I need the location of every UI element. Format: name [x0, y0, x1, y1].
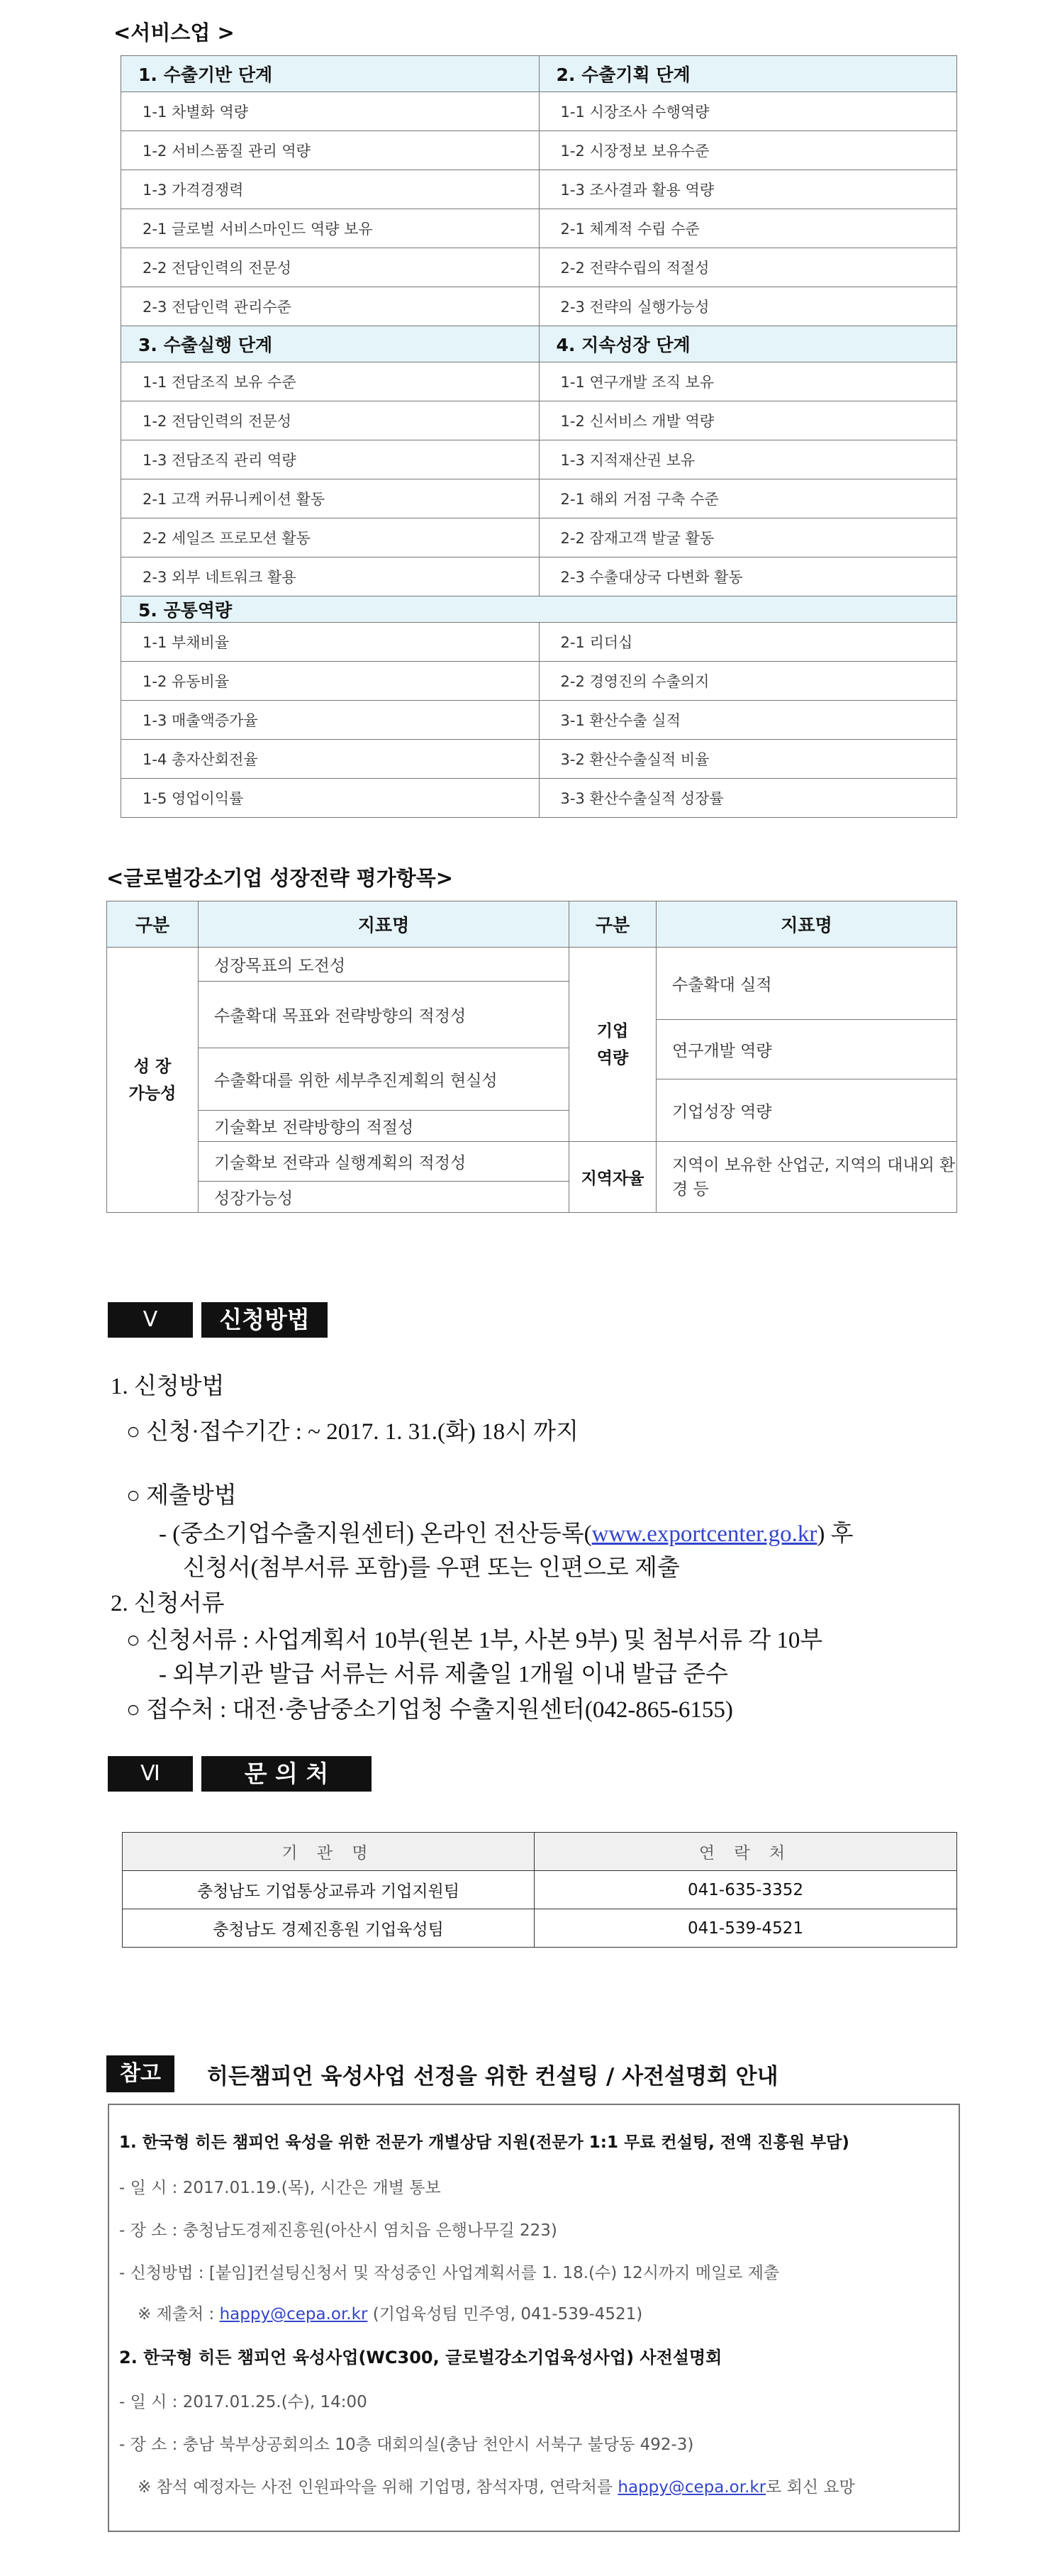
indicator-left: 기술확보 전략과 실행계획의 적정성 — [199, 1142, 569, 1182]
service-item: 1-2 서비스품질 관리 역량 — [121, 131, 540, 170]
briefing-title: 2. 한국형 히든 챔피언 육성사업(WC300, 글로벌강소기업육성사업) 사전설명회 — [119, 2348, 722, 2367]
evaluation-title: <글로벌강소기업 성장전략 평가항목> — [106, 866, 454, 890]
service-item: 1-3 매출액증가율 — [121, 701, 540, 740]
service-item: 1-3 가격경쟁력 — [121, 170, 540, 209]
reference-tag: 참고 — [106, 2055, 174, 2092]
consulting-date: - 일 시 : 2017.01.19.(목), 시간은 개별 통보 — [119, 2179, 441, 2197]
section-5-number: Ⅴ — [108, 1302, 193, 1338]
services-item-row — [121, 701, 957, 740]
contact-header-tel: 연 락 처 — [535, 1833, 957, 1871]
briefing-email-link[interactable]: happy@cepa.or.kr — [618, 2478, 766, 2497]
service-item: 1-4 총자산회전율 — [121, 740, 540, 779]
service-item: 2-3 전략의 실행가능성 — [539, 287, 957, 326]
service-item: 1-1 전담조직 보유 수준 — [121, 362, 540, 401]
service-item: 2-1 체계적 수립 수준 — [539, 209, 957, 248]
contact-org: 충청남도 경제진흥원 기업육성팀 — [123, 1909, 535, 1948]
service-item: 2-2 전략수립의 적절성 — [539, 248, 957, 287]
services-stage-row — [121, 56, 957, 92]
header-category-2: 구분 — [569, 901, 657, 948]
reference-box — [108, 2104, 960, 2532]
reception-office: ○ 접수처 : 대전·충남중소기업청 수출지원센터(042-865-6155) — [126, 1697, 733, 1723]
service-item: 2-2 세일즈 프로모션 활동 — [121, 518, 540, 557]
service-item: 2-3 외부 네트워크 활용 — [121, 557, 540, 596]
service-item: 2-3 전담인력 관리수준 — [121, 287, 540, 326]
services-item-row — [121, 209, 957, 248]
service-item: 2-1 해외 거점 구축 수준 — [539, 479, 957, 518]
header-category: 구분 — [107, 901, 199, 948]
submit-method-online: - (중소기업수출지원센터) 온라인 전산등록(www.exportcenter.go.kr) 후 — [159, 1521, 854, 1547]
service-item: 2-1 글로벌 서비스마인드 역량 보유 — [121, 209, 540, 248]
services-item-row — [121, 401, 957, 440]
consulting-submit: ※ 제출처 : happy@cepa.or.kr (기업육성팀 민주영, 041-539-4521) — [138, 2305, 643, 2324]
section-6-label: 문 의 처 — [201, 1756, 372, 1792]
regional-text: 지역이 보유한 산업군, 지역의 대내외 환경 등 — [657, 1142, 957, 1213]
service-item: 2-1 리더십 — [539, 623, 957, 662]
services-item-row — [121, 440, 957, 479]
services-item-row — [121, 131, 957, 170]
exportcenter-link[interactable]: www.exportcenter.go.kr — [591, 1521, 817, 1547]
indicator-left: 수출확대를 위한 세부추진계획의 현실성 — [199, 1048, 569, 1111]
stage-heading: 5. 공통역량 — [121, 596, 957, 623]
contact-table — [122, 1832, 957, 1948]
indicator-left: 성장가능성 — [199, 1182, 569, 1213]
header-indicator: 지표명 — [199, 901, 569, 948]
service-item: 1-3 지적재산권 보유 — [539, 440, 957, 479]
service-item: 1-3 조사결과 활용 역량 — [539, 170, 957, 209]
service-item: 1-3 전담조직 관리 역량 — [121, 440, 540, 479]
service-item: 2-2 경영진의 수출의지 — [539, 662, 957, 701]
service-item: 1-2 시장정보 보유수준 — [539, 131, 957, 170]
services-item-row — [121, 92, 957, 131]
service-item: 2-2 잠재고객 발굴 활동 — [539, 518, 957, 557]
apply-docs-note: - 외부기관 발급 서류는 서류 제출일 1개월 이내 발급 준수 — [159, 1662, 729, 1687]
category-growth: 성 장 가능성 — [107, 948, 199, 1213]
indicator-right: 수출확대 실적 — [657, 948, 957, 1020]
service-item: 2-3 수출대상국 다변화 활동 — [539, 557, 957, 596]
stage-heading: 4. 지속성장 단계 — [539, 326, 957, 362]
section-6-number: Ⅵ — [108, 1756, 193, 1792]
services-item-row — [121, 662, 957, 701]
submit-method-post: 신청서(첨부서류 포함)를 우편 또는 인편으로 제출 — [183, 1555, 680, 1581]
services-title: <서비스업 > — [113, 21, 235, 45]
briefing-note: ※ 참석 예정자는 사전 인원파악을 위해 기업명, 참석자명, 연락처를 happy@cepa.or.kr로 회신 요망 — [138, 2478, 855, 2497]
service-item: 1-2 유동비율 — [121, 662, 540, 701]
category-capacity: 기업 역량 — [569, 948, 657, 1142]
briefing-date: - 일 시 : 2017.01.25.(수), 14:00 — [119, 2393, 367, 2411]
services-item-row — [121, 740, 957, 779]
services-item-row — [121, 623, 957, 662]
evaluation-table — [106, 901, 957, 1213]
service-item: 3-1 환산수출 실적 — [539, 701, 957, 740]
indicator-right: 연구개발 역량 — [657, 1020, 957, 1079]
apply-docs-heading: 2. 신청서류 — [111, 1591, 225, 1616]
briefing-place: - 장 소 : 충남 북부상공회의소 10층 대회의실(충남 천안시 서북구 불당동 492-3) — [119, 2436, 694, 2454]
services-item-row — [121, 170, 957, 209]
consulting-place: - 장 소 : 충청남도경제진흥원(아산시 염치읍 은행나무길 223) — [119, 2221, 557, 2240]
apply-method-heading: 1. 신청방법 — [111, 1374, 225, 1399]
services-item-row — [121, 362, 957, 401]
services-item-row — [121, 779, 957, 818]
indicator-left: 성장목표의 도전성 — [199, 948, 569, 982]
services-item-row — [121, 287, 957, 326]
services-table — [121, 55, 957, 818]
contact-tel: 041-539-4521 — [535, 1909, 957, 1948]
services-item-row — [121, 518, 957, 557]
submit-method-heading: ○ 제출방법 — [126, 1483, 237, 1509]
header-indicator-2: 지표명 — [657, 901, 957, 948]
service-item: 1-1 시장조사 수행역량 — [539, 92, 957, 131]
consulting-email-link[interactable]: happy@cepa.or.kr — [219, 2305, 368, 2324]
contact-header-org: 기 관 명 — [123, 1833, 535, 1871]
indicator-left: 기술확보 전략방향의 적절성 — [199, 1111, 569, 1142]
service-item: 1-1 부채비율 — [121, 623, 540, 662]
service-item: 1-2 전담인력의 전문성 — [121, 401, 540, 440]
contact-tel: 041-635-3352 — [535, 1871, 957, 1909]
service-item: 1-5 영업이익률 — [121, 779, 540, 818]
stage-heading: 3. 수출실행 단계 — [121, 326, 540, 362]
consulting-title: 1. 한국형 히든 챔피언 육성을 위한 전문가 개별상담 지원(전문가 1:1 무료 컨설팅, 전액 진흥원 부담) — [119, 2133, 849, 2152]
stage-heading: 2. 수출기획 단계 — [539, 56, 957, 92]
service-item: 1-1 연구개발 조직 보유 — [539, 362, 957, 401]
services-item-row — [121, 557, 957, 596]
services-item-row — [121, 479, 957, 518]
services-stage-row — [121, 596, 957, 623]
consulting-method: - 신청방법 : [붙임]컨설팅신청서 및 작성중인 사업계획서를 1. 18.(수) 12시까지 메일로 제출 — [119, 2264, 780, 2282]
service-item: 1-2 신서비스 개발 역량 — [539, 401, 957, 440]
service-item: 1-1 차별화 역량 — [121, 92, 540, 131]
reference-title: 히든챔피언 육성사업 선정을 위한 컨설팅 / 사전설명회 안내 — [207, 2064, 778, 2089]
services-stage-row — [121, 326, 957, 362]
category-regional: 지역자율 — [569, 1142, 657, 1213]
service-item: 2-2 전담인력의 전문성 — [121, 248, 540, 287]
indicator-left: 수출확대 목표와 전략방향의 적정성 — [199, 982, 569, 1048]
service-item: 2-1 고객 커뮤니케이션 활동 — [121, 479, 540, 518]
contact-org: 충청남도 기업통상교류과 기업지원팀 — [123, 1871, 535, 1909]
service-item: 3-3 환산수출실적 성장률 — [539, 779, 957, 818]
service-item: 3-2 환산수출실적 비율 — [539, 740, 957, 779]
services-item-row — [121, 248, 957, 287]
indicator-right: 기업성장 역량 — [657, 1079, 957, 1142]
stage-heading: 1. 수출기반 단계 — [121, 56, 540, 92]
section-5-label: 신청방법 — [201, 1302, 328, 1338]
apply-period: ○ 신청·접수기간 : ~ 2017. 1. 31.(화) 18시 까지 — [126, 1419, 579, 1445]
apply-docs: ○ 신청서류 : 사업계획서 10부(원본 1부, 사본 9부) 및 첨부서류 각 10부 — [126, 1628, 823, 1653]
